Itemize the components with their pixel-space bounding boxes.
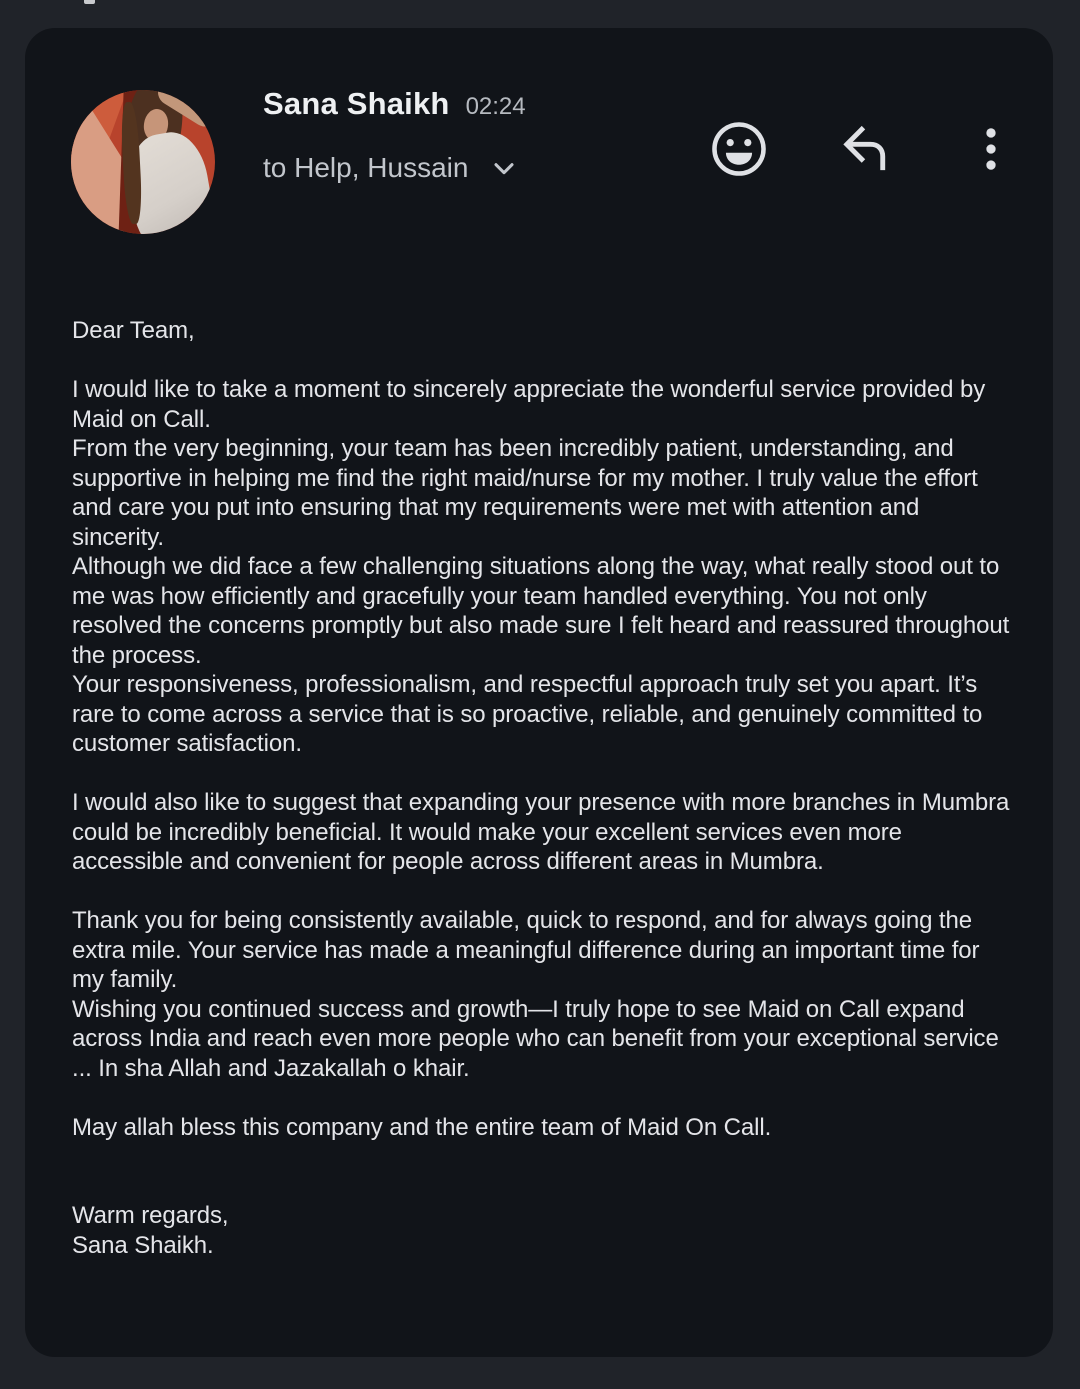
- kebab-menu-icon: [965, 123, 1017, 178]
- cropped-subject-fragment: [84, 0, 95, 4]
- recipients-toggle[interactable]: [263, 146, 526, 189]
- email-body: [72, 316, 1012, 1260]
- body-paragraph: Thank you for being consistently available, quick to respond, and for always going the extra mile. Your service has made a meaningful difference during an important time for my family.: [72, 907, 980, 993]
- body-paragraph: May allah bless this company and the entire team of Maid On Call.: [72, 1113, 772, 1141]
- paragraph-gap: [72, 1172, 1012, 1202]
- paragraph-gap: [72, 346, 1012, 376]
- paragraph-gap: [72, 1142, 1012, 1172]
- header-actions: [647, 116, 1025, 184]
- timestamp: 02:24: [465, 93, 526, 120]
- add-reaction-button[interactable]: [705, 116, 773, 184]
- chevron-down-icon: [488, 152, 520, 189]
- body-paragraph: Wishing you continued success and growth—I truly hope to see Maid on Call expand across India and reach even more people who can benefit from your exceptional service ... In sha Allah and Jazakallah o khair.: [72, 995, 999, 1082]
- sender-avatar[interactable]: [71, 90, 215, 234]
- reply-button[interactable]: [831, 116, 899, 184]
- body-paragraph: Although we did face a few challenging situations along the way, what really stood out to me was how efficiently and gracefully your team handled everything. You not only resolved the concerns promptly but also made sure I felt heard and reassured throughout the process.: [72, 553, 1010, 669]
- body-paragraph: I would like to take a moment to sincerely appreciate the wonderful service provided by Maid on Call.: [72, 376, 986, 433]
- body-paragraph: From the very beginning, your team has been incredibly patient, understanding, and supportive in helping me find the right maid/nurse for my mother. I truly value the effort and care you put into ensuring that my requirements were met with attention and sincerity.: [72, 435, 978, 551]
- email-card: [25, 28, 1053, 1357]
- more-options-button[interactable]: [957, 116, 1025, 184]
- paragraph-gap: [72, 759, 1012, 789]
- paragraph-gap: [72, 877, 1012, 907]
- reply-arrow-icon: [837, 121, 893, 180]
- body-paragraph: Dear Team,: [72, 317, 195, 344]
- sender-name: Sana Shaikh: [263, 86, 450, 121]
- body-paragraph: Warm regards,: [72, 1202, 229, 1229]
- body-paragraph: I would also like to suggest that expanding your presence with more branches in Mumbra could be incredibly beneficial. It would make your excellent services even more accessible and convenient for people across different areas in Mumbra.: [72, 789, 1010, 875]
- emoji-smile-icon: [707, 117, 771, 184]
- body-paragraph: Sana Shaikh.: [72, 1231, 214, 1259]
- body-paragraph: Your responsiveness, professionalism, and respectful approach truly set you apart. It’s rare to come across a service that is so proactive, reliable, and genuinely committed to customer satisfaction.: [72, 671, 983, 757]
- paragraph-gap: [72, 1083, 1012, 1113]
- sender-block: [263, 86, 526, 189]
- recipients-text: to Help, Hussain: [263, 151, 469, 183]
